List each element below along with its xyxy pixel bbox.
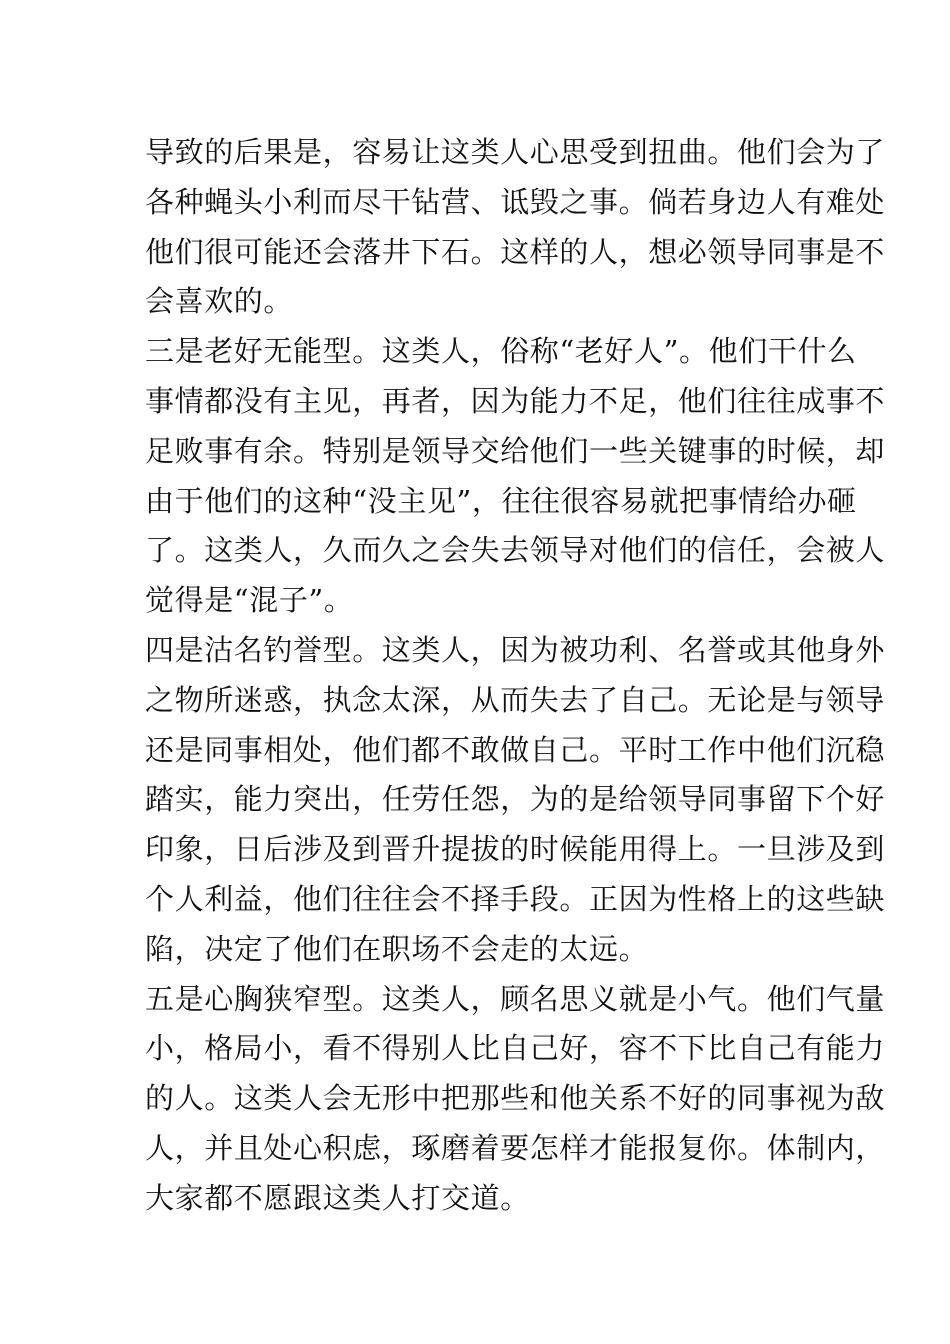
text-line: 大家都不愿跟这类人打交道。 [145, 1180, 530, 1215]
text-line: 导致的后果是，容易让这类人心思受到扭曲。他们会为了 [145, 135, 886, 169]
text-line: 四是沽名钓誉型。这类人，因为被功利、名誉或其他身外 [145, 632, 886, 667]
text-line: 个人利益，他们往往会不择手段。正因为性格上的这些缺 [145, 881, 886, 916]
text-line: 由于他们的这种“没主见”，往往很容易就把事情给办砸 [145, 483, 857, 518]
text-line: 五是心胸狭窄型。这类人，顾名思义就是小气。他们气量 [145, 981, 886, 1016]
text-line: 三是老好无能型。这类人，俗称“老好人”。他们干什么 [145, 334, 857, 369]
text-line: 之物所迷惑，执念太深，从而失去了自己。无论是与领导 [145, 682, 886, 717]
text-line: 足败事有余。特别是领导交给他们一些关键事的时候，却 [145, 433, 886, 468]
text-line: 印象，日后涉及到晋升提拔的时候能用得上。一旦涉及到 [145, 832, 886, 867]
text-line: 觉得是“混子”。 [145, 583, 354, 618]
text-line: 踏实，能力突出，任劳任怨，为的是给领导同事留下个好 [145, 782, 886, 817]
text-line: 各种蝇头小利而尽干钻营、诋毁之事。倘若身边人有难处 [145, 184, 886, 219]
document-body [145, 128, 886, 1224]
text-line: 的人。这类人会无形中把那些和他关系不好的同事视为敌 [145, 1081, 886, 1116]
text-line: 小，格局小，看不得别人比自己好，容不下比自己有能力 [145, 1031, 886, 1066]
text-line: 人，并且处心积虑，琢磨着要怎样才能报复你。体制内， [145, 1130, 886, 1165]
text-line: 陷，决定了他们在职场不会走的太远。 [145, 931, 649, 966]
text-line: 会喜欢的。 [145, 284, 294, 319]
text-line: 还是同事相处，他们都不敢做自己。平时工作中他们沉稳 [145, 732, 886, 767]
text-line: 他们很可能还会落井下石。这样的人，想必领导同事是不 [145, 234, 886, 269]
text-line: 事情都没有主见，再者，因为能力不足，他们往往成事不 [145, 383, 886, 418]
text-line: 了。这类人，久而久之会失去领导对他们的信任，会被人 [145, 533, 886, 568]
